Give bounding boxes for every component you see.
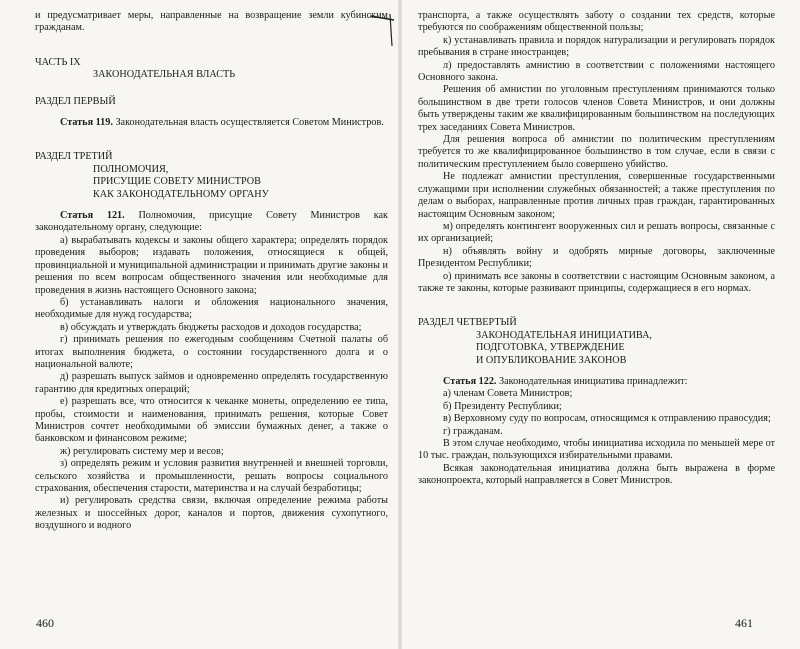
section-label: РАЗДЕЛ ЧЕТВЕРТЫЙ <box>418 317 517 329</box>
section-title-line: ПОДГОТОВКА, УТВЕРЖДЕНИЕ <box>476 342 625 354</box>
book-gutter <box>398 0 402 649</box>
list-item: о) принимать все законы в соответствии с настоящим Основным законом, а также те законы, которые развивают принципы, содержащиеся в его нормах. <box>418 270 775 294</box>
section-title-line: ПОЛНОМОЧИЯ, <box>93 163 169 175</box>
paragraph: Всякая законодательная инициатива должна быть выражена в форме законопроекта, который направляется в Совет Министров. <box>418 462 775 487</box>
page-number: 460 <box>36 616 54 630</box>
article-121 <box>35 210 388 235</box>
list-item: и) регулировать средства связи, включая определение режима работы железных и шоссейных дорог, каналов и портов, движения сухопутного, воздушного и водного <box>35 495 388 532</box>
left-continuation: и предусматривает меры, направленные на возвращение земли кубинским гражданам. <box>35 10 388 34</box>
list-item: н) объявлять войну и одобрять мирные договоры, заключенные Президентом Республики; <box>418 245 775 270</box>
list-item: л) предоставлять амнистию в соответствии с положениями настоящего Основного закона. <box>418 59 775 84</box>
part-label: ЧАСТЬ IX <box>35 56 81 68</box>
right-continuation: транспорта, а также осуществлять заботу о создании тех средств, которые требуются по соображениям общественной пользы; <box>418 10 775 34</box>
page-number: 461 <box>735 616 753 630</box>
list-item: г) принимать решения по ежегодным сообщениям Счетной палаты об итогах выполнения бюджета, о состоянии государственного долга и о национальной валюте; <box>35 334 388 370</box>
list-item: м) определять контингент вооруженных сил и решать вопросы, связанные с их организацией; <box>418 220 775 245</box>
list-item: в) Верховному суду по вопросам, относящимся к отправлению правосудия; <box>443 413 771 425</box>
section-label: РАЗДЕЛ ТРЕТИЙ <box>35 151 113 163</box>
list-item: г) гражданам. <box>443 425 503 437</box>
list-item: б) Президенту Республики; <box>443 400 562 412</box>
paragraph: Решения об амнистии по уголовным преступлениям принимаются только большинством в две трети голосов членов Совета Министров, и они должны быть утверждены таким же квалифицированным большинством на последующих трех заседаниях Совета Министров. <box>418 84 775 133</box>
part-title: ЗАКОНОДАТЕЛЬНАЯ ВЛАСТЬ <box>93 69 236 81</box>
article-text: Полномочия, присущие Совету Министров как законодательному органу, следующие: <box>35 210 388 234</box>
left-page <box>35 10 388 533</box>
section-title-line: ЗАКОНОДАТЕЛЬНАЯ ИНИЦИАТИВА, <box>476 329 652 341</box>
list-item: к) устанавливать правила и порядок натурализации и регулировать порядок пребывания в стране иностранцев; <box>418 34 775 59</box>
article-122 <box>418 376 775 388</box>
article-heading: Статья 122. <box>443 375 497 387</box>
section-label: РАЗДЕЛ ПЕРВЫЙ <box>35 95 116 107</box>
list-item: е) разрешать все, что относится к чеканке монеты, определению ее типа, пробы, стоимости и наименования, принимать решения, которые Совет Министров сочтет необходимыми об эмиссии бумажных денег, а также о банковском и финансовом режиме; <box>35 396 388 445</box>
list-item: б) устанавливать налоги и обложения национального значения, необходимые для нужд государства; <box>35 296 388 321</box>
article-heading: Статья 121. <box>60 210 125 222</box>
paragraph: Не подлежат амнистии преступления, совершенные государственными служащими при исполнении служебных обязанностей; а также преступления по делам о выборах, направленные против личных прав граждан, гарантированных настоящим Основным законом; <box>418 171 775 220</box>
list-item: а) членам Совета Министров; <box>443 388 573 400</box>
article-text: Законодательная инициатива принадлежит: <box>499 375 688 387</box>
article-heading: Статья 119. <box>60 117 113 129</box>
paragraph: Для решения вопроса об амнистии по политическим преступлениям требуется то же квалифицированное большинство в том случае, если в связи с политическим преступлением было совершено убийство. <box>418 134 775 170</box>
list-item: в) обсуждать и утверждать бюджеты расходов и доходов государства; <box>60 321 362 333</box>
paragraph: В этом случае необходимо, чтобы инициатива исходила по меньшей мере от 10 тыс. граждан, пользующихся избирательными правами. <box>418 438 775 462</box>
list-item: а) вырабатывать кодексы и законы общего характера; определять порядок проведения выборов; издавать положения, относящиеся к общей, провинциальной и муниципальной администрации и принимать другие законы и решения по всем вопросам общественного значения или необходимые для проведения в жизнь настоящего Основного закона; <box>35 234 388 296</box>
section-title-line: И ОПУБЛИКОВАНИЕ ЗАКОНОВ <box>476 354 627 366</box>
section-title-line: КАК ЗАКОНОДАТЕЛЬНОМУ ОРГАНУ <box>93 188 269 200</box>
right-page <box>418 10 775 488</box>
list-item: з) определять режим и условия развития внутренней и внешней торговли, сельского хозяйства и промышленности, решать вопросы социального страхования, обеспечения старости, материнства и на случай безработицы; <box>35 458 388 494</box>
list-item: д) разрешать выпуск займов и одновременно определять государственную гарантию для кредитных операций; <box>35 371 388 395</box>
list-item: ж) регулировать систему мер и весов; <box>60 445 224 457</box>
article-119 <box>35 117 388 129</box>
section-title-line: ПРИСУЩИЕ СОВЕТУ МИНИСТРОВ <box>93 176 261 188</box>
article-text: Законодательная власть осуществляется Советом Министров. <box>115 117 384 129</box>
